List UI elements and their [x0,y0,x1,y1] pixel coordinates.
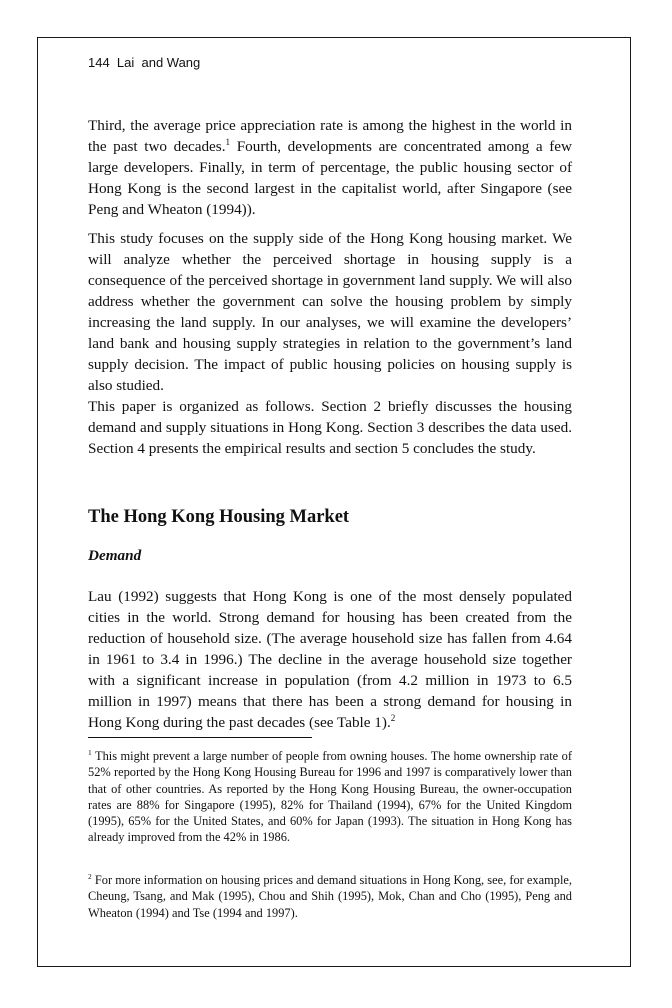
footnote-text: For more information on housing prices and demand situations in Hong Kong, see, for example, Cheung, Tsang, and Mak (1995), Chou and Shih (1995), Mok, Chan and Cho (1995), Peng and Wheaton (1994) and Tse (1994 and 1997). [88,873,572,920]
footnote-text: This might prevent a large number of people from owning houses. The home ownership rate of 52% reported by the Hong Kong Housing Bureau for 1996 and 1997 is comparatively lower than that of other countries. As reported by the Hong Kong Housing Bureau, the owner-occupation rates are 88% for Singapore (1995), 82% for Thailand (1994), 67% for the United Kingdom (1995), 65% for the United States, and 60% for Japan (1993). The situation in Hong Kong has already improved from the 42% in 1986. [88,749,572,845]
footnote-ref-1[interactable]: 1 [225,136,231,147]
running-head: 144 Lai and Wang [88,55,201,70]
paragraph-demand [88,586,572,733]
paragraph-text: Third, the average price appreciation rate is among the highest in the world in the past two decades. [88,117,572,155]
paragraph-study-focus: This study focuses on the supply side of the Hong Kong housing market. We will analyze whether the perceived shortage in housing supply is a consequence of the perceived shortage in government land supply. We will also address whether the government can solve the housing problem by simply increasing the land supply. In our analyses, we will examine the developers’ land bank and housing supply strategies in relation to the government’s land supply decision. The impact of public housing policies on housing supply is also studied. [88,230,572,394]
subsection-heading: Demand [88,547,142,564]
section-heading: The Hong Kong Housing Market [88,507,350,527]
footnote-1 [88,748,572,846]
footnote-2 [88,872,572,921]
footnote-ref-2[interactable]: 2 [390,712,396,723]
paragraph-organization: This paper is organized as follows. Section 2 briefly discusses the housing demand and supply situations in Hong Kong. Section 3 describes the data used. Section 4 presents the empirical results and section 5 concludes the study. [88,398,572,457]
paragraph-text: Lau (1992) suggests that Hong Kong is one of the most densely populated cities in the world. Strong demand for housing has been created from the reduction of household size. (The average household size has fallen from 4.64 in 1961 to 3.4 in 1996.) The decline in the average household size together with a significant increase in population (from 4.2 million in 1973 to 6.5 million in 1997) means that there has been a strong demand for housing in Hong Kong during the past decades (see Table 1). [88,588,572,731]
paragraph-text: Fourth, developments are concentrated among a few large developers. Finally, in term of percentage, the public housing sector of Hong Kong is the second largest in the capitalist world, after Singapore (see Peng and Wheaton (1994)). [88,138,572,218]
paragraph-intro-continued [88,115,572,220]
footnote-marker: 1 [88,747,92,757]
footnote-separator [88,737,312,738]
footnote-marker: 2 [88,871,92,881]
